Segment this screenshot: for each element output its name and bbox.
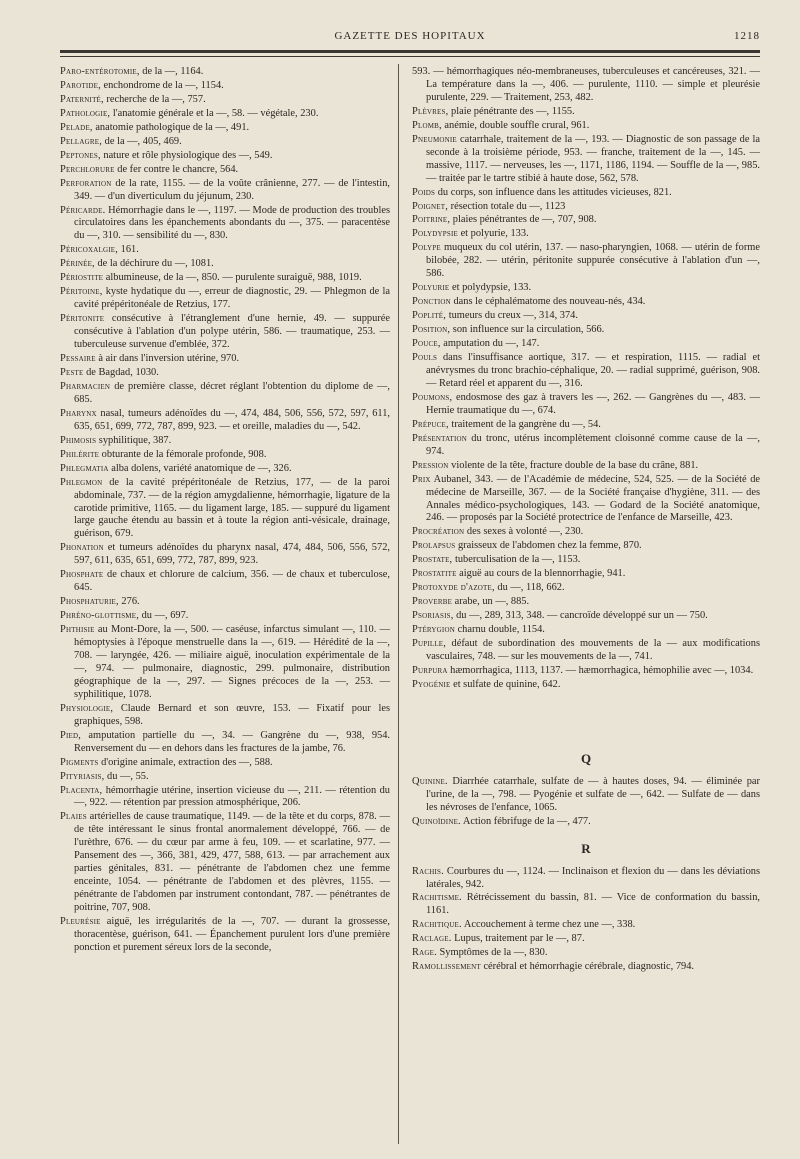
index-entry xyxy=(412,392,760,418)
page-header xyxy=(60,30,760,46)
index-term: Perforation xyxy=(60,177,112,189)
index-entry xyxy=(60,205,390,244)
page-number: 1218 xyxy=(734,30,760,42)
index-term: Prix xyxy=(412,473,431,485)
index-entry xyxy=(60,286,390,312)
index-references: 161. xyxy=(118,244,139,256)
index-entry xyxy=(412,665,760,678)
index-entry xyxy=(412,66,760,105)
index-term: Pupille, xyxy=(412,638,447,650)
index-term: Paternité, xyxy=(60,93,104,105)
index-references: Lupus, traitement par le —, 87. xyxy=(451,933,585,945)
index-term: Phlegmatia xyxy=(60,462,109,474)
index-references: plaie pénétrante des —, 1155. xyxy=(448,105,575,117)
index-term: Pouls xyxy=(412,352,438,364)
index-term: Ramollissement xyxy=(412,961,481,973)
index-references: tuberculisation de la —, 1153. xyxy=(452,554,581,566)
index-term: Polyurie xyxy=(412,282,450,294)
index-term: Pigments xyxy=(60,756,99,768)
index-entry xyxy=(60,771,390,784)
index-entry xyxy=(412,610,760,623)
index-entry xyxy=(60,108,390,121)
index-references: Claude Bernard et son œuvre, 153. — Fixatif pour les graphiques, 598. xyxy=(74,702,390,727)
index-references: plaies pénétrantes de —, 707, 908. xyxy=(450,214,597,226)
index-entry xyxy=(60,703,390,729)
index-entry xyxy=(60,367,390,380)
index-references: Hémorrhagie dans le —, 1197. — Mode de production des troubles circulatoires dans les épanchements abondants du —, 375. — paracentèse du —, 310. — sensibilité du —, 830. xyxy=(74,204,390,242)
index-entry xyxy=(60,449,390,462)
index-entry xyxy=(412,324,760,337)
index-term: Procréation xyxy=(412,526,465,538)
blank-gap xyxy=(412,693,760,739)
index-entry xyxy=(412,474,760,526)
index-entry xyxy=(412,596,760,609)
index-entry xyxy=(60,569,390,595)
index-entry xyxy=(412,624,760,637)
index-references: Symptômes de la —, 830. xyxy=(436,947,548,959)
index-references: amputation partielle du —, 34. — Gangrène du —, 938, 954. Renversement du — en dehors dans les fractures de la jambe, 76. xyxy=(74,729,390,754)
index-references: enchondrome de la —, 1154. xyxy=(100,79,224,91)
index-term: Psoriasis, xyxy=(412,610,454,622)
index-entry xyxy=(60,610,390,623)
index-term: Prépuce, xyxy=(412,418,449,430)
index-entry xyxy=(60,624,390,702)
index-references: arabe, un —, 885. xyxy=(452,596,530,608)
index-references: anémie, double souffle crural, 961. xyxy=(441,119,590,131)
index-entry xyxy=(60,164,390,177)
index-references: hæmorrhagica, 1113, 1137. — hæmorrhagica, hémophilie avec —, 1034. xyxy=(447,664,754,676)
index-term: Pelade, xyxy=(60,121,93,133)
index-term: Poitrine, xyxy=(412,214,451,226)
index-entry xyxy=(60,313,390,352)
index-references: amputation du —, 147. xyxy=(440,338,540,350)
index-term: Position, xyxy=(412,324,451,336)
header-rule-thick xyxy=(60,50,760,53)
index-entry xyxy=(60,244,390,257)
index-term: Rage. xyxy=(412,947,437,959)
index-references: de la déchirure du —, 1081. xyxy=(94,258,214,270)
index-entry xyxy=(412,338,760,351)
index-term: Plaies xyxy=(60,811,87,823)
index-entry xyxy=(60,811,390,915)
index-term: Pression xyxy=(412,459,449,471)
index-term: Pied, xyxy=(60,729,82,741)
header-rule-thin xyxy=(60,56,760,57)
index-term: Péritonite xyxy=(60,313,105,325)
index-entry xyxy=(60,80,390,93)
index-entry xyxy=(412,816,760,829)
index-entry xyxy=(412,540,760,553)
section-letter-r: R xyxy=(581,840,591,856)
index-term: Pessaire xyxy=(60,353,96,365)
index-entry xyxy=(412,310,760,323)
index-term: Polype xyxy=(412,242,441,254)
index-term: Rachis. xyxy=(412,865,444,877)
index-entry xyxy=(412,526,760,539)
q-entries xyxy=(412,776,760,829)
index-references: de Bagdad, 1030. xyxy=(83,366,159,378)
index-term: Poids xyxy=(412,186,436,198)
index-references: du —, 697. xyxy=(139,610,189,622)
index-entry xyxy=(412,242,760,281)
index-entry xyxy=(412,106,760,119)
index-references: du —, 55. xyxy=(104,770,149,782)
index-term: Peste xyxy=(60,366,84,378)
index-references: des sexes à volonté —, 230. xyxy=(464,526,584,538)
index-entry xyxy=(60,785,390,811)
index-references: tumeurs du creux —, 314, 374. xyxy=(446,310,578,322)
index-term: Péricoxalgie, xyxy=(60,244,119,256)
index-term: Phlegmon xyxy=(60,476,103,488)
index-entry xyxy=(60,272,390,285)
index-references: dans l'insuffisance aortique, 317. — et respiration, 1115. — radial et anévrysmes du tronc brachio-céphalique, 20. — radial supprimé, guérison, 908. — Retard réel et apparent du —, 316. xyxy=(426,352,760,389)
index-entry xyxy=(60,435,390,448)
index-entry xyxy=(412,638,760,664)
index-term: Périostite xyxy=(60,272,104,284)
index-references: Accouchement à terme chez une —, 338. xyxy=(461,919,636,931)
index-references: charnu double, 1154. xyxy=(454,624,545,636)
index-entry xyxy=(412,282,760,295)
index-term: Phthisie xyxy=(60,624,95,636)
index-term: Prostatite xyxy=(412,568,457,580)
index-term: Phréno-glottisme, xyxy=(60,610,140,622)
index-references: d'origine animale, extraction des —, 588. xyxy=(98,756,273,768)
index-term: Plèvres, xyxy=(412,105,449,117)
index-term: Prolapsus xyxy=(412,540,456,552)
index-term: Peptones, xyxy=(60,149,101,161)
index-term: Proverbe xyxy=(412,596,453,608)
index-entry xyxy=(412,679,760,692)
index-entry xyxy=(60,122,390,135)
index-term: Parotide, xyxy=(60,79,101,91)
index-references: cérébral et hémorrhagie cérébrale, diagnostic, 794. xyxy=(480,961,695,973)
index-term: Perchlorure xyxy=(60,163,115,175)
index-references: muqueux du col utérin, 137. — naso-pharyngien, 1068. — utérin de forme bilobée, 282. — utérin, péritonite suppurée consécutive à l'ablation d'un —, 586. xyxy=(426,242,760,280)
index-references: de la cavité prépéritonéale de Retzius, 177, — de la paroi abdominale, 737. — de la région amygdalienne, hémorrhagie, ligature de la carotide primitive, 1165. — du ligament large, 185. — suppuré du ligament large gauche étendu au bassin et à toute la région anti-vésicale, drainage, guérison, 679. xyxy=(74,476,390,540)
index-entry xyxy=(412,120,760,133)
index-term: Physiologie, xyxy=(60,702,114,714)
index-references: artérielles de cause traumatique, 1149. — de la tête et du corps, 878. — de tête intéressant le sinus frontal anormalement développé, 766. — de l'urèthre, 676. — du cœur par arme à feu, 109. — et scarlatine, 977. — Pansement des —, 366, 381, 429, 477, 588, 613. — par arrachement aux parties génitales, 831. — pénétrante de l'abdomen chez une femme enceinte, 1054. — pénétrante de l'abdomen et des plèvres, 1155. — pénétrante de l'abdomen par instrument contondant, 787. — pénétrantes de poitrine, 707, 908. xyxy=(74,811,390,914)
index-entry xyxy=(412,187,760,200)
index-references: défaut de subordination des mouvements de la — aux modifications vasculaires, 748. — sur les mouvements de la —, 741. xyxy=(426,638,760,662)
index-entry xyxy=(60,730,390,756)
index-entry xyxy=(60,353,390,366)
left-column xyxy=(60,66,390,1146)
index-term: Phosphate xyxy=(60,569,104,581)
index-term: Ptérygion xyxy=(412,624,455,636)
index-entry xyxy=(412,433,760,459)
index-entry xyxy=(412,582,760,595)
index-entry xyxy=(60,136,390,149)
section-letter-q: Q xyxy=(580,750,592,766)
index-entry xyxy=(60,94,390,107)
index-references: de première classe, décret réglant l'obtention du diplome de —, 685. xyxy=(74,380,390,405)
index-references: et tumeurs adénoïdes du pharynx nasal, 474, 484, 506, 556, 572, 597, 611, 635, 651, 699, 772, 787, 899, 923. xyxy=(74,542,390,567)
index-term: Quinine. xyxy=(412,775,448,787)
index-entry xyxy=(412,352,760,391)
index-entry xyxy=(412,866,760,892)
index-entry xyxy=(412,228,760,241)
index-references: du —, 118, 662. xyxy=(494,582,565,594)
index-references: son influence sur la circulation, 566. xyxy=(450,324,605,336)
p-entries-continued xyxy=(412,66,760,692)
index-entry xyxy=(60,463,390,476)
index-term: Poumons, xyxy=(412,391,453,403)
index-references: nasal, tumeurs adénoïdes du —, 474, 484, 506, 556, 572, 597, 611, 635, 651, 699, 772, 787, 899, 923. — et oreille, maladies du —, 542. xyxy=(74,407,390,432)
index-references: l'anatomie générale et la —, 58. — végétale, 230. xyxy=(110,107,319,119)
index-references: graisseux de l'abdomen chez la femme, 870. xyxy=(455,540,642,552)
index-references: recherche de la —, 757. xyxy=(103,93,206,105)
index-references: aiguë, les irrégularités de la —, 707. — durant la grossesse, thoracentèse, guérison, 641. — Épanchement purulent lors d'une première ponction et purement séreux lors de la seconde, xyxy=(74,916,390,953)
index-references: de chaux et chlorure de calcium, 356. — de chaux et tuberculose, 645. xyxy=(74,569,390,594)
index-references: de la —, 405, 469. xyxy=(102,135,182,147)
index-references: Courbures du —, 1124. — Inclinaison et flexion du — dans les déviations latérales, 942. xyxy=(426,865,760,890)
index-term: Rachitisme. xyxy=(412,892,462,904)
index-entry xyxy=(412,776,760,815)
index-references: 593. — hémorrhagiques néo-membraneuses, tuberculeuses et cancéreuses, 321. — La température dans la —, 406. — purulente, 1110. — simple et pleurésie purulente, 229. — Traitement, 253, 482. xyxy=(412,66,760,103)
column-divider xyxy=(398,64,399,1144)
index-references: 276. xyxy=(118,596,140,608)
index-references: consécutive à l'étranglement d'une hernie, 49. — suppurée consécutive à l'ablation d'un polype utérin, 586. — traumatique, 253. — tuberculeuse survenue d'emblée, 372. xyxy=(74,313,390,351)
index-term: Pouce, xyxy=(412,338,441,350)
index-term: Pharmacien xyxy=(60,380,111,392)
index-entry xyxy=(60,916,390,955)
index-term: Raclage. xyxy=(412,933,452,945)
index-references: albumineuse, de la —, 850. — purulente suraiguë, 988, 1019. xyxy=(103,272,362,284)
index-references: hémorrhagie utérine, insertion vicieuse du —, 211. — rétention du —, 922. — rétention par pression atmosphérique, 206. xyxy=(74,784,390,809)
index-entry xyxy=(60,542,390,568)
journal-title: GAZETTE DES HOPITAUX xyxy=(334,30,486,42)
index-entry xyxy=(60,477,390,542)
index-term: Phonation xyxy=(60,542,104,554)
index-entry xyxy=(412,919,760,932)
index-references: kyste hydatique du —, erreur de diagnostic, 29. — Phlegmon de la cavité prépéritonéale de Retzius, 177. xyxy=(74,286,390,311)
index-references: aiguë au cours de la blennorrhagie, 941. xyxy=(456,568,626,580)
index-entry xyxy=(412,134,760,186)
index-entry xyxy=(412,568,760,581)
index-references: catarrhale, traitement de la —, 193. — Diagnostic de son passage de la seconde à la troisième période, 953. — franche, traitement de la —, 145. — massive, 1117. — nerveuses, les —, 1171, 1186, 1194. — Souffle de la —, 985. — traitée par le tartre stibié à haute dose, 562, 578. xyxy=(426,133,760,184)
index-term: Pityriasis, xyxy=(60,770,105,782)
index-term: Pyogénie xyxy=(412,678,451,690)
index-references: résection totale du —, 1123 xyxy=(448,200,566,212)
index-references: de fer contre le chancre, 564. xyxy=(114,163,239,175)
index-entry xyxy=(60,66,390,79)
index-references: du corps, son influence dans les attitudes vicieuses, 821. xyxy=(435,186,672,198)
index-entry xyxy=(412,947,760,960)
index-entry xyxy=(412,419,760,432)
index-references: de la —, 1164. xyxy=(139,66,204,77)
index-entry xyxy=(60,757,390,770)
index-term: Polydypsie xyxy=(412,228,458,240)
index-entry xyxy=(412,554,760,567)
index-term: Pathologie, xyxy=(60,107,111,119)
index-references: Action fébrifuge de la —, 477. xyxy=(460,815,591,827)
index-entry xyxy=(412,214,760,227)
index-term: Prostate, xyxy=(412,554,453,566)
index-term: Placenta, xyxy=(60,784,103,796)
index-term: Phosphaturie, xyxy=(60,596,119,608)
index-references: et sulfate de quinine, 642. xyxy=(450,678,561,690)
index-term: Périnée, xyxy=(60,258,95,270)
index-references: violente de la tête, fracture double de la base du crâne, 881. xyxy=(448,459,699,471)
index-term: Phimosis xyxy=(60,434,97,446)
index-references: Aubanel, 343. — de l'Académie de médecine, 524, 525. — de la Société de médecine de Marseille, 367. — de la Société française d'hygiène, 311. — des Annales médico-psychologiques, 143. — Godard de la Société anatomique, 246. — proposés par la Société protectrice de l'enfance de Marseille, 423. xyxy=(426,473,760,524)
index-term: Pellagre, xyxy=(60,135,103,147)
index-term: Paro-entérotomie, xyxy=(60,66,140,77)
index-references: de la rate, 1155. — de la voûte crânienne, 277. — de l'intestin, 349. — d'un diverticulum du jéjunum, 230. xyxy=(74,177,390,202)
index-term: Pleurésie xyxy=(60,916,101,928)
index-entry xyxy=(60,408,390,434)
index-references: anatomie pathologique de la —, 491. xyxy=(92,121,250,133)
index-term: Péricarde. xyxy=(60,204,106,216)
index-entry xyxy=(412,961,760,974)
index-term: Péritoine, xyxy=(60,286,103,298)
index-entry xyxy=(412,201,760,214)
index-term: Quinoïdine. xyxy=(412,815,461,827)
right-column xyxy=(412,66,760,1146)
index-references: syphilitique, 387. xyxy=(96,434,172,446)
index-entry xyxy=(60,381,390,407)
index-term: Présentation xyxy=(412,432,468,444)
index-references: au Mont-Dore, la —, 500. — caséuse, infarctus simulant —, 110. — hémoptysies à l'époque menstruelle dans la —, 619. — Hérédité de la —, 708. — laryngée, 426. — miliaire aiguë, inoculation expérimentale de la —, 974. — pulmonaire, diagnostic, 299. pulmonaire, distribution géographique de la —, 297. — Signes précoces de la —, 253. — syphilitique, 1078. xyxy=(74,624,390,700)
index-term: Rachitique. xyxy=(412,919,462,931)
index-term: Purpura xyxy=(412,664,448,676)
index-references: à air dans l'inversion utérine, 970. xyxy=(95,353,240,365)
index-term: Poplité, xyxy=(412,310,447,322)
index-references: alba dolens, variété anatomique de —, 326. xyxy=(108,462,292,474)
index-entry xyxy=(60,150,390,163)
index-references: du tronc, utérus incomplètement cloisonné comme cause de la —, 974. xyxy=(426,432,760,457)
index-references: et polyurie, 133. xyxy=(457,228,529,240)
index-term: Philérite xyxy=(60,448,100,460)
index-references: du —, 289, 313, 348. — cancroïde développé sur un — 750. xyxy=(453,610,708,622)
index-entry xyxy=(412,296,760,309)
index-term: Plomb, xyxy=(412,119,442,131)
r-entries xyxy=(412,866,760,975)
index-entry xyxy=(60,596,390,609)
index-term: Pharynx xyxy=(60,407,97,419)
index-references: traitement de la gangrène du —, 54. xyxy=(448,418,601,430)
index-references: nature et rôle physiologique des —, 549. xyxy=(100,149,273,161)
index-term: Ponction xyxy=(412,296,451,308)
index-references: et polydypsie, 133. xyxy=(449,282,532,294)
index-term: Poignet, xyxy=(412,200,449,212)
index-entry xyxy=(412,933,760,946)
index-references: Diarrhée catarrhale, sulfate de — à hautes doses, 94. — éliminée par l'urine, de la —, 798. — Pyogénie et sulfate de —, 642. — Sulfate de — dans les névroses de l'enfance, 1065. xyxy=(426,775,760,813)
index-entry xyxy=(412,460,760,473)
index-entry xyxy=(412,892,760,918)
index-references: dans le céphalématome des nouveau-nés, 434. xyxy=(450,296,646,308)
index-references: endosmose des gaz à travers les —, 262. — Gangrènes du —, 483. — Hernie traumatique du —, 674. xyxy=(426,391,760,416)
index-references: obturante de la fémorale profonde, 908. xyxy=(99,448,267,460)
index-term: Protoxyde d'azote, xyxy=(412,582,495,594)
index-term: Pneumonie xyxy=(412,133,457,145)
index-references: Rétrécissement du bassin, 81. — Vice de conformation du bassin, 1161. xyxy=(426,892,760,917)
index-entry xyxy=(60,258,390,271)
index-entry xyxy=(60,178,390,204)
